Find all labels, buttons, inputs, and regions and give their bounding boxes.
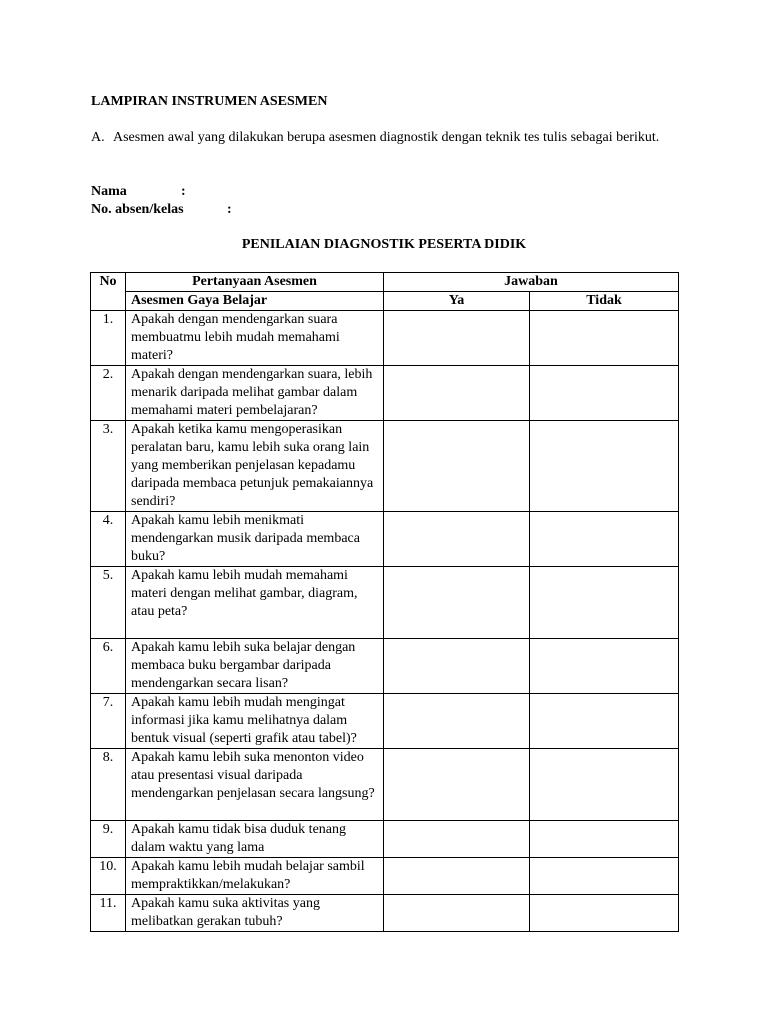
answer-yes-cell[interactable]	[384, 639, 530, 694]
table-row	[91, 421, 679, 512]
document-heading: LAMPIRAN INSTRUMEN ASESMEN	[91, 94, 328, 109]
row-question: Apakah kamu lebih mudah mengingat informasi jika kamu melihatnya dalam bentuk visual (seperti grafik atau tabel)?	[126, 694, 384, 749]
row-question: Apakah kamu suka aktivitas yang melibatkan gerakan tubuh?	[126, 895, 384, 932]
answer-no-cell[interactable]	[530, 567, 679, 639]
table-header-row	[91, 273, 679, 292]
row-number: 8.	[91, 749, 126, 821]
answer-yes-cell[interactable]	[384, 421, 530, 512]
row-number: 7.	[91, 694, 126, 749]
row-question: Apakah kamu lebih mudah memahami materi dengan melihat gambar, diagram, atau peta?	[126, 567, 384, 639]
table-title: PENILAIAN DIAGNOSTIK PESERTA DIDIK	[241, 237, 527, 252]
answer-yes-cell[interactable]	[384, 512, 530, 567]
name-colon: :	[181, 184, 186, 199]
answer-yes-cell[interactable]	[384, 749, 530, 821]
point-a-letter: A.	[91, 130, 105, 145]
row-number: 9.	[91, 821, 126, 858]
row-number: 4.	[91, 512, 126, 567]
assessment-table	[90, 272, 679, 932]
name-field	[91, 183, 186, 201]
answer-yes-cell[interactable]	[384, 895, 530, 932]
table-row	[91, 512, 679, 567]
answer-yes-cell[interactable]	[384, 311, 530, 366]
answer-no-cell[interactable]	[530, 421, 679, 512]
answer-no-cell[interactable]	[530, 512, 679, 567]
answer-yes-cell[interactable]	[384, 694, 530, 749]
table-row	[91, 639, 679, 694]
header-no: No	[91, 273, 126, 311]
header-question: Pertanyaan Asesmen	[126, 273, 384, 292]
table-subheader-row	[91, 292, 679, 311]
answer-yes-cell[interactable]	[384, 366, 530, 421]
row-number: 11.	[91, 895, 126, 932]
answer-yes-cell[interactable]	[384, 858, 530, 895]
row-number: 10.	[91, 858, 126, 895]
table-row	[91, 311, 679, 366]
row-number: 1.	[91, 311, 126, 366]
point-a-text: Asesmen awal yang dilakukan berupa asesmen diagnostik dengan teknik tes tulis sebagai berikut.	[113, 130, 660, 145]
answer-no-cell[interactable]	[530, 366, 679, 421]
row-question: Apakah kamu lebih suka belajar dengan membaca buku bergambar daripada mendengarkan secara lisan?	[126, 639, 384, 694]
absen-field	[91, 201, 232, 219]
row-question: Apakah dengan mendengarkan suara membuatmu lebih mudah memahami materi?	[126, 311, 384, 366]
answer-no-cell[interactable]	[530, 858, 679, 895]
header-yes: Ya	[384, 292, 530, 311]
point-a	[91, 129, 671, 147]
answer-yes-cell[interactable]	[384, 821, 530, 858]
header-answer: Jawaban	[384, 273, 679, 292]
header-subheader: Asesmen Gaya Belajar	[126, 292, 384, 311]
row-number: 2.	[91, 366, 126, 421]
answer-no-cell[interactable]	[530, 749, 679, 821]
absen-colon: :	[227, 202, 232, 217]
row-number: 3.	[91, 421, 126, 512]
row-question: Apakah ketika kamu mengoperasikan peralatan baru, kamu lebih suka orang lain yang memberikan penjelasan kepadamu daripada membaca petunjuk pemakaiannya sendiri?	[126, 421, 384, 512]
table-row	[91, 366, 679, 421]
answer-no-cell[interactable]	[530, 639, 679, 694]
table-row	[91, 858, 679, 895]
table-row	[91, 749, 679, 821]
row-question: Apakah kamu tidak bisa duduk tenang dalam waktu yang lama	[126, 821, 384, 858]
answer-yes-cell[interactable]	[384, 567, 530, 639]
table-row	[91, 567, 679, 639]
row-number: 5.	[91, 567, 126, 639]
header-no-answer: Tidak	[530, 292, 679, 311]
answer-no-cell[interactable]	[530, 895, 679, 932]
table-row	[91, 821, 679, 858]
table-row	[91, 895, 679, 932]
answer-no-cell[interactable]	[530, 694, 679, 749]
row-question: Apakah dengan mendengarkan suara, lebih menarik daripada melihat gambar dalam memahami materi pembelajaran?	[126, 366, 384, 421]
table-row	[91, 694, 679, 749]
row-question: Apakah kamu lebih menikmati mendengarkan musik daripada membaca buku?	[126, 512, 384, 567]
answer-no-cell[interactable]	[530, 311, 679, 366]
row-number: 6.	[91, 639, 126, 694]
absen-label: No. absen/kelas	[91, 202, 184, 217]
row-question: Apakah kamu lebih mudah belajar sambil mempraktikkan/melakukan?	[126, 858, 384, 895]
row-question: Apakah kamu lebih suka menonton video atau presentasi visual daripada mendengarkan penjelasan secara langsung?	[126, 749, 384, 821]
answer-no-cell[interactable]	[530, 821, 679, 858]
name-label: Nama	[91, 184, 127, 199]
